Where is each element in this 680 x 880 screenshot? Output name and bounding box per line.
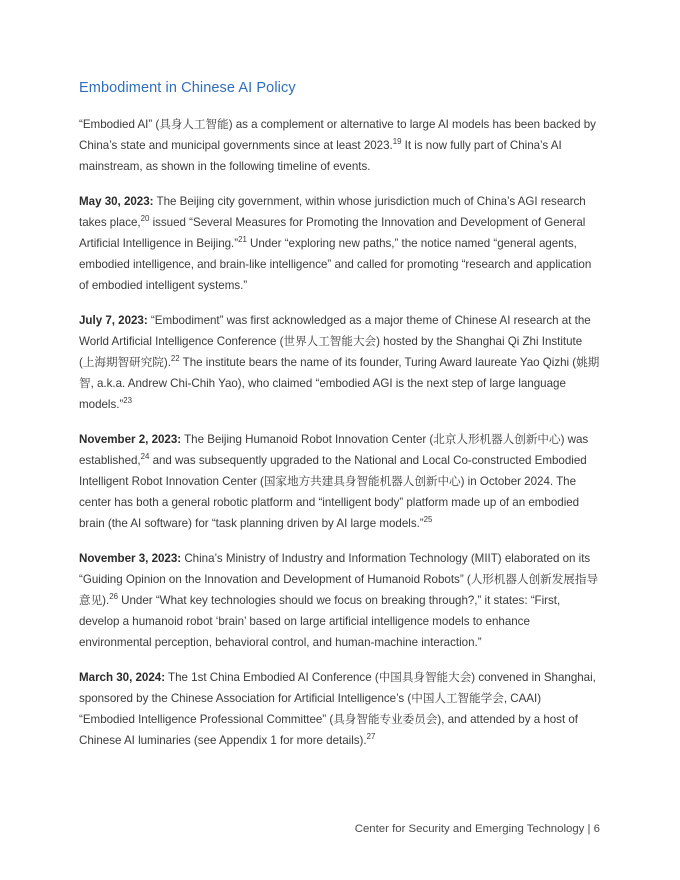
event-seg-4: ) in October 2024. The center has both a general robotic platform and “intelligent body” platform made up of an embodied brain (the AI software) for “task planning driven by AI large models.” <box>79 475 580 530</box>
event-cjk-term-1: 人形机器人创新发展指导意见 <box>79 572 599 607</box>
event-date-lead: November 2, 2023: <box>79 433 182 446</box>
event-date-lead: March 30, 2024: <box>79 671 166 684</box>
event-seg-2: ) was established, <box>79 433 589 467</box>
footnote-ref-23[interactable]: 23 <box>123 396 133 406</box>
event-seg-1: The Beijing city government, within whose jurisdiction much of China’s AGI research takes place, <box>79 195 586 229</box>
event-cjk-term-3: 姚期智 <box>79 355 600 390</box>
paragraph-may-30-2023 <box>79 191 600 296</box>
event-seg-2: ). <box>102 594 110 607</box>
intro-text-tail: It is now fully part of China’s AI mainstream, as shown in the following timeline of events. <box>79 139 562 173</box>
event-seg-4: ), and attended by a host of Chinese AI luminaries (see Appendix 1 for more details). <box>79 713 578 747</box>
paragraph-intro <box>79 114 600 177</box>
footnote-ref-19[interactable]: 19 <box>392 137 402 147</box>
event-seg-3: ). <box>163 356 171 369</box>
event-date-lead: May 30, 2023: <box>79 195 154 208</box>
footnote-ref-27[interactable]: 27 <box>366 732 376 742</box>
footnote-ref-25[interactable]: 25 <box>423 515 433 525</box>
intro-text-after: ) as a complement or alternative to large AI models has been backed by China’s state and municipal governments since at least 2023. <box>79 118 596 152</box>
event-seg-3: , CAAI) “Embodied Intelligence Professional Committee” ( <box>79 692 542 726</box>
paragraph-november-2-2023 <box>79 429 600 534</box>
paragraph-july-7-2023 <box>79 310 600 415</box>
event-seg-3: and was subsequently upgraded to the National and Local Co-constructed Embodied Intelligent Robot Innovation Center ( <box>79 454 587 488</box>
event-seg-5: , a.k.a. Andrew Chi-Chih Yao), who claimed “embodied AGI is the next step of large language models.” <box>79 377 566 411</box>
event-seg-1: China’s Ministry of Industry and Information Technology (MIIT) elaborated on its “Guiding Opinion on the Innovation and Development of Humanoid Robots” ( <box>79 552 591 586</box>
paragraph-march-30-2024 <box>79 667 600 751</box>
event-cjk-term-3: 具身智能专业委员会 <box>333 712 438 726</box>
paragraph-november-3-2023 <box>79 548 600 653</box>
footnote-ref-20[interactable]: 20 <box>140 214 150 224</box>
footnote-ref-22[interactable]: 22 <box>170 354 180 364</box>
event-cjk-term-1: 世界人工智能大会 <box>283 334 377 348</box>
event-cjk-term-2: 上海期智研究院 <box>82 355 164 369</box>
page-content <box>79 78 600 751</box>
footnote-ref-26[interactable]: 26 <box>109 592 118 602</box>
event-cjk-term-2: 中国人工智能学会 <box>411 691 504 705</box>
event-seg-3: Under “exploring new paths,” the notice named “general agents, embodied intelligence, and brain-like intelligence” and called for promoting “research and application of embodied intelligent systems.” <box>79 237 592 292</box>
event-seg-3: Under “What key technologies should we focus on breaking through?,” it states: “First, develop a humanoid robot ‘brain’ based on large artificial intelligence models to enhance environmental perception, behavioral control, and human-machine interaction.” <box>79 594 561 649</box>
event-seg-1: The Beijing Humanoid Robot Innovation Center ( <box>181 433 434 446</box>
page-footer: Center for Security and Emerging Technology | 6 <box>354 823 600 835</box>
event-cjk-term-1: 北京人形机器人创新中心 <box>433 432 561 446</box>
event-cjk-term-1: 中国具身智能大会 <box>378 670 472 684</box>
footnote-ref-24[interactable]: 24 <box>140 452 150 462</box>
event-seg-2: ) hosted by the Shanghai Qi Zhi Institute ( <box>79 335 583 369</box>
event-date-lead: July 7, 2023: <box>79 314 148 327</box>
event-seg-1: “Embodiment” was first acknowledged as a major theme of Chinese AI research at the World Artificial Intelligence Conference ( <box>79 314 591 348</box>
event-seg-2: issued “Several Measures for Promoting the Innovation and Development of General Artificial Intelligence in Beijing.” <box>79 216 586 250</box>
page-title: Embodiment in Chinese AI Policy <box>79 80 296 96</box>
footnote-ref-21[interactable]: 21 <box>238 235 247 245</box>
event-seg-2: ) convened in Shanghai, sponsored by the Chinese Association for Artificial Intelligence’s ( <box>79 671 596 705</box>
event-date-lead: November 3, 2023: <box>79 552 182 565</box>
event-cjk-term-2: 国家地方共建具身智能机器人创新中心 <box>263 474 461 488</box>
event-seg-4: The institute bears the name of its founder, Turing Award laureate Yao Qizhi ( <box>179 356 577 369</box>
intro-text-before: “Embodied AI” ( <box>79 118 160 131</box>
intro-cjk-term: 具身人工智能 <box>159 117 229 131</box>
event-seg-1: The 1st China Embodied AI Conference ( <box>165 671 379 684</box>
